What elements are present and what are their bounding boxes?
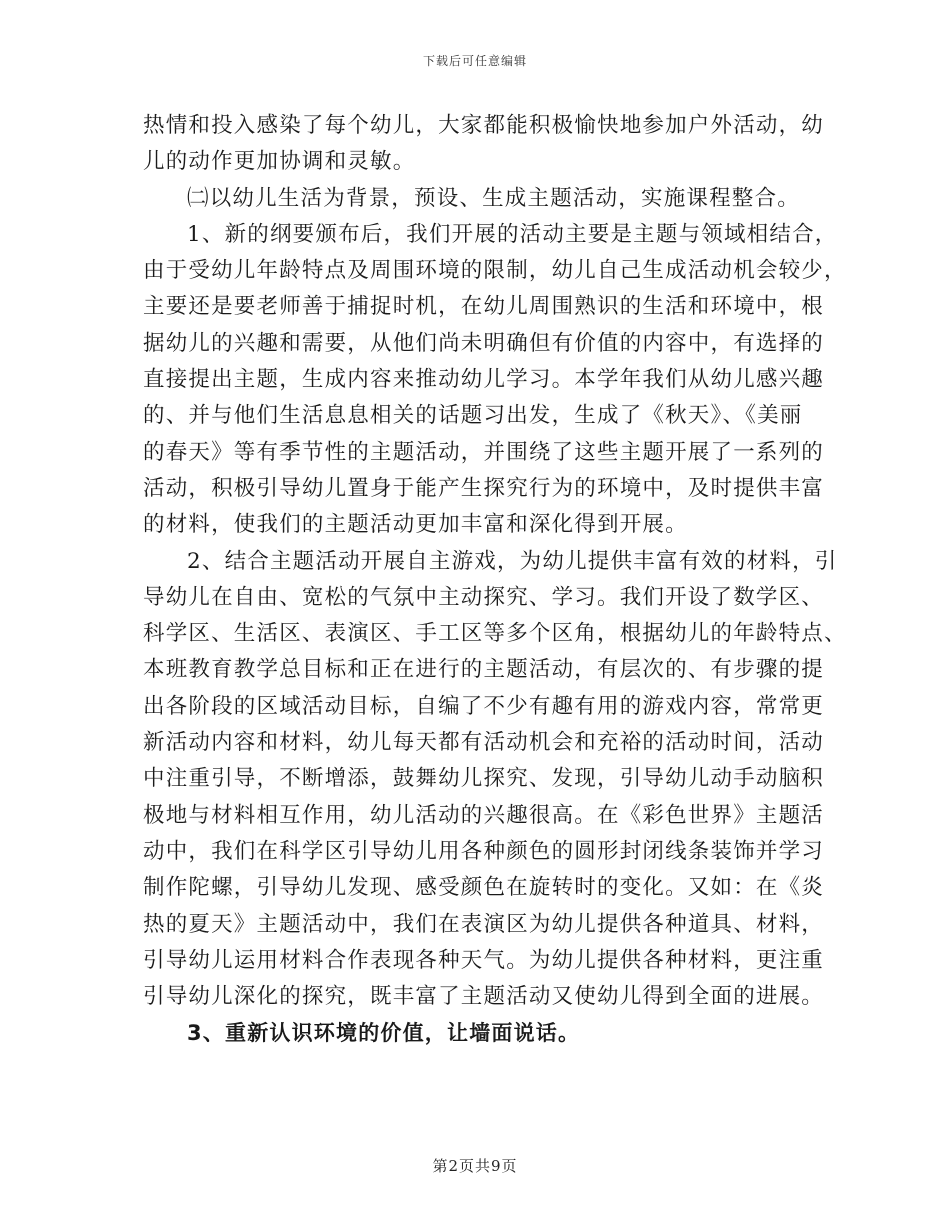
text-line: 出各阶段的区域活动目标，自编了不少有趣有用的游戏内容，常常更 — [143, 693, 825, 719]
text-line: 本班教育教学总目标和正在进行的主题活动，有层次的、有步骤的提 — [143, 657, 825, 683]
text-line: 的材料，使我们的主题活动更加丰富和深化得到开展。 — [143, 512, 688, 538]
text-line: 2、结合主题活动开展自主游戏，为幼儿提供丰富有效的材料，引 — [187, 548, 838, 574]
document-body — [143, 108, 847, 1052]
text-line: 1、新的纲要颁布后，我们开展的活动主要是主题与领域相结合， — [187, 221, 838, 247]
text-line: 新活动内容和材料，幼儿每天都有活动机会和充裕的活动时间，活动 — [143, 730, 825, 756]
text-line: 中注重引导，不断增添，鼓舞幼儿探究、发现，引导幼儿动手动脑积 — [143, 766, 825, 792]
page-number: 第2页共9页 — [432, 1157, 518, 1175]
text-line: 导幼儿在自由、宽松的气氛中主动探究、学习。我们开设了数学区、 — [143, 584, 825, 610]
text-line: 儿的动作更加协调和灵敏。 — [143, 149, 416, 175]
text-line: 主要还是要老师善于捕捉时机，在幼儿周围熟识的生活和环境中，根 — [143, 294, 825, 320]
page-header: 下载后可任意编辑 — [422, 54, 527, 68]
bold-subheading: 3、重新认识环境的价值，让墙面说话。 — [187, 1021, 581, 1046]
text-line: 制作陀螺，引导幼儿发现、感受颜色在旋转时的变化。又如：在《炎 — [143, 875, 825, 901]
text-line: 据幼儿的兴趣和需要，从他们尚未明确但有价值的内容中，有选择的 — [143, 330, 825, 356]
text-line: 由于受幼儿年龄特点及周围环境的限制，幼儿自己生成活动机会较少， — [143, 258, 847, 284]
text-line: 热情和投入感染了每个幼儿，大家都能积极愉快地参加户外活动，幼 — [143, 113, 825, 138]
text-line: 引导幼儿运用材料合作表现各种天气。为幼儿提供各种材料，更注重 — [143, 947, 825, 973]
text-line: 科学区、生活区、表演区、手工区等多个区角，根据幼儿的年龄特点、 — [143, 621, 847, 647]
text-line: 的春天》等有季节性的主题活动，并围绕了这些主题开展了一系列的 — [143, 439, 825, 465]
section-heading: ㈡以幼儿生活为背景，预设、生成主题活动，实施课程整合。 — [187, 185, 800, 211]
text-line: 直接提出主题，生成内容来推动幼儿学习。本学年我们从幼儿感兴趣 — [143, 367, 825, 393]
text-line: 引导幼儿深化的探究，既丰富了主题活动又使幼儿得到全面的进展。 — [143, 984, 825, 1010]
text-line: 极地与材料相互作用，幼儿活动的兴趣很高。在《彩色世界》主题活 — [143, 802, 825, 828]
text-line: 热的夏天》主题活动中，我们在表演区为幼儿提供各种道具、材料， — [143, 911, 825, 937]
text-line: 动中，我们在科学区引导幼儿用各种颜色的圆形封闭线条装饰并学习 — [143, 838, 825, 864]
text-line: 的、并与他们生活息息相关的话题习出发，生成了《秋天》、《美丽 — [143, 403, 803, 429]
text-line: 活动，积极引导幼儿置身于能产生探究行为的环境中，及时提供丰富 — [143, 475, 825, 501]
